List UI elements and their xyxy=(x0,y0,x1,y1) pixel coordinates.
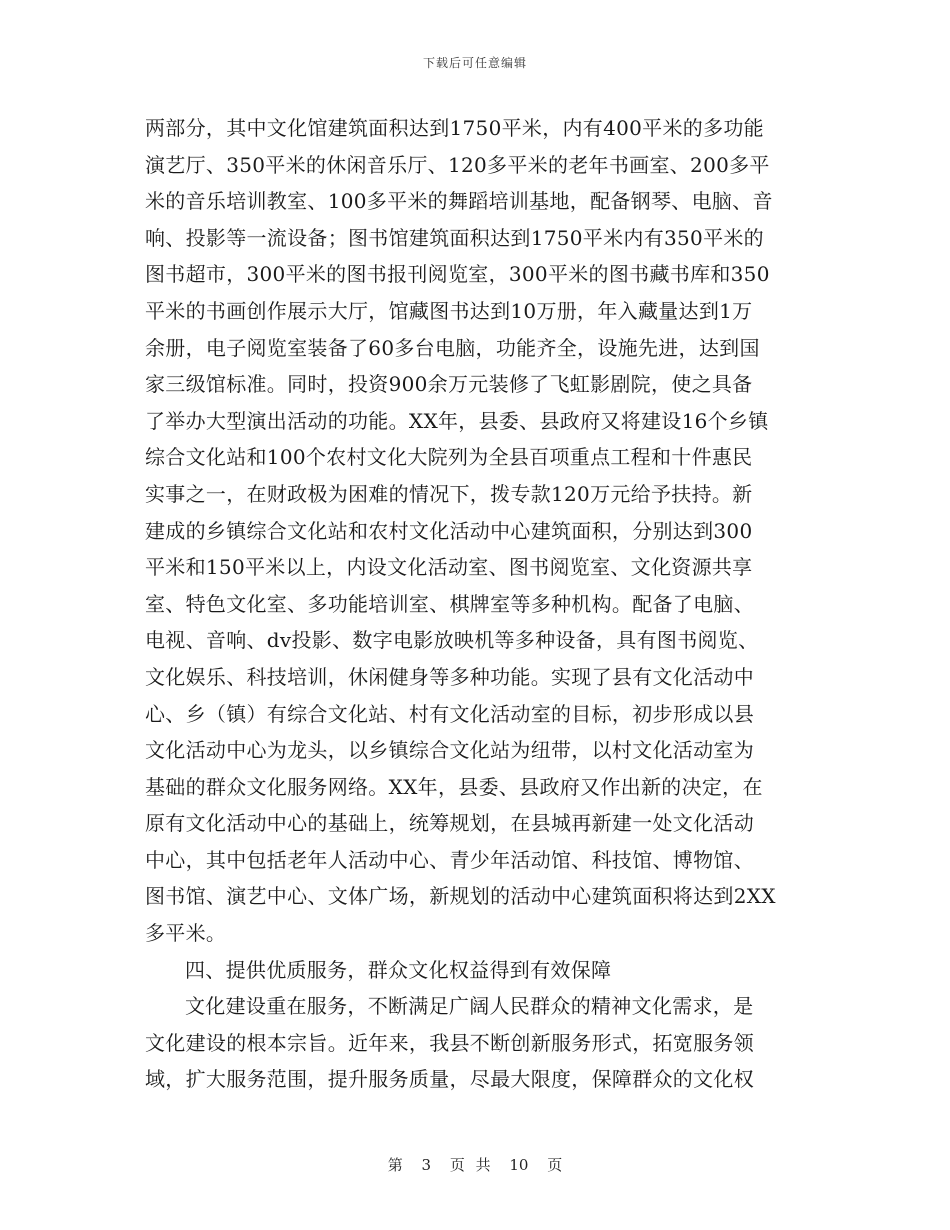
paragraph-start-line: 文化建设重在服务，不断满足广阔人民群众的精神文化需求，是 xyxy=(185,994,754,1019)
text-line: 响、投影等一流设备；图书馆建筑面积达到1750平米内有350平米的 xyxy=(145,225,764,250)
text-line: 了举办大型演出活动的功能。XX年，县委、县政府又将建设16个乡镇 xyxy=(145,408,769,433)
text-line: 电视、音响、dv投影、数字电影放映机等多种设备，具有图书阅览、 xyxy=(145,628,759,653)
footer-prefix: 第 xyxy=(387,1156,403,1174)
text-line: 实事之一，在财政极为困难的情况下，拨专款120万元给予扶持。新 xyxy=(145,481,753,506)
text-line: 米的音乐培训教室、100多平米的舞蹈培训基地，配备钢琴、电脑、音 xyxy=(145,189,773,214)
text-line: 多平米。 xyxy=(145,921,227,946)
footer-suffix: 页 xyxy=(547,1156,563,1174)
text-line: 域，扩大服务范围，提升服务质量，尽最大限度，保障群众的文化权 xyxy=(145,1067,754,1092)
text-line: 中心，其中包括老年人活动中心、青少年活动馆、科技馆、博物馆、 xyxy=(145,847,754,872)
text-line: 室、特色文化室、多功能培训室、棋牌室等多种机构。配备了电脑、 xyxy=(145,591,754,616)
text-line: 图书馆、演艺中心、文体广场，新规划的活动中心建筑面积将达到2XX xyxy=(145,884,776,909)
total-page-count: 10 xyxy=(509,1156,529,1174)
text-line: 文化活动中心为龙头，以乡镇综合文化站为纽带，以村文化活动室为 xyxy=(145,738,754,763)
text-line: 图书超市，300平米的图书报刊阅览室，300平米的图书藏书库和350 xyxy=(145,262,770,287)
page-footer xyxy=(0,1154,950,1175)
text-line: 家三级馆标准。同时，投资900余万元装修了飞虹影剧院，使之具备 xyxy=(145,372,753,397)
text-line: 心、乡（镇）有综合文化站、村有文化活动室的目标，初步形成以县 xyxy=(145,701,754,726)
text-line: 两部分，其中文化馆建筑面积达到1750平米，内有400平米的多功能 xyxy=(145,116,764,140)
text-line: 平米的书画创作展示大厅，馆藏图书达到10万册，年入藏量达到1万 xyxy=(145,298,753,323)
text-line: 建成的乡镇综合文化站和农村文化活动中心建筑面积，分别达到300 xyxy=(145,518,753,543)
section-heading: 四、提供优质服务，群众文化权益得到有效保障 xyxy=(185,957,612,982)
text-line: 综合文化站和100个农村文化大院列为全县百项重点工程和十件惠民 xyxy=(145,445,753,470)
text-line: 文化娱乐、科技培训，休闲健身等多种功能。实现了县有文化活动中 xyxy=(145,664,754,689)
current-page-number: 3 xyxy=(421,1156,432,1174)
page-header: 下载后可任意编辑 xyxy=(422,56,527,70)
text-line: 平米和150平米以上，内设文化活动室、图书阅览室、文化资源共享 xyxy=(145,555,753,580)
body-text xyxy=(145,110,805,1098)
footer-middle: 页 共 xyxy=(449,1156,491,1174)
text-line: 基础的群众文化服务网络。XX年，县委、县政府又作出新的决定，在 xyxy=(145,774,763,799)
text-line: 演艺厅、350平米的休闲音乐厅、120多平米的老年书画室、200多平 xyxy=(145,152,770,177)
text-line: 原有文化活动中心的基础上，统筹规划，在县城再新建一处文化活动 xyxy=(145,811,754,836)
text-line: 余册，电子阅览室装备了60多台电脑，功能齐全，设施先进，达到国 xyxy=(145,335,760,360)
text-line: 文化建设的根本宗旨。近年来，我县不断创新服务形式，拓宽服务领 xyxy=(145,1030,754,1055)
